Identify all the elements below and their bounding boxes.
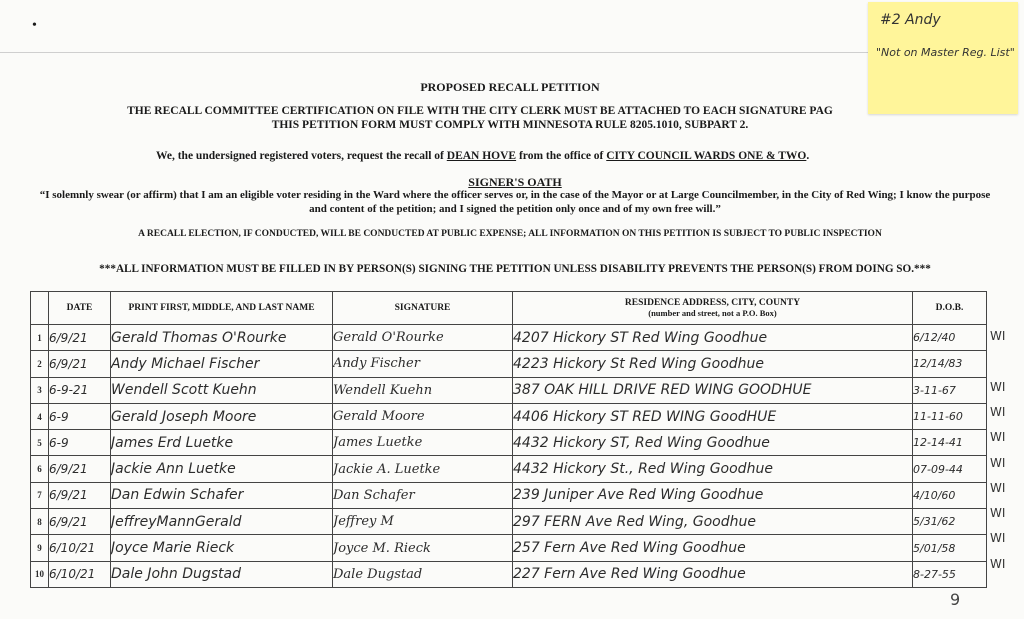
row-date: 6/9/21 (49, 456, 111, 482)
row-name: Dan Edwin Schafer (111, 482, 333, 508)
row-dob: 11-11-60 (913, 403, 987, 429)
row-signature: Jackie A. Luetke (333, 456, 513, 482)
rule-notice: THIS PETITION FORM MUST COMPLY WITH MINNESOTA RULE 8205.1010, SUBPART 2. (271, 119, 749, 131)
row-number: 7 (31, 482, 49, 508)
row-dob: 6/12/40 (913, 325, 987, 351)
row-name: Wendell Scott Kuehn (111, 377, 333, 403)
margin-mark: • (32, 18, 37, 33)
table-row (31, 325, 987, 351)
table-row (31, 509, 987, 535)
row-signature: Gerald Moore (333, 403, 513, 429)
row-date: 6/10/21 (49, 561, 111, 587)
office-name: CITY COUNCIL WARDS ONE & TWO (606, 150, 807, 162)
row-address: 4406 Hickory ST RED WING GoodHUE (513, 403, 913, 429)
row-address: 297 FERN Ave Red Wing, Goodhue (513, 509, 913, 535)
table-row (31, 430, 987, 456)
sticky-note-line1: #2 Andy (880, 12, 941, 28)
sticky-note (868, 2, 1018, 114)
table-row (31, 377, 987, 403)
row-address: 4432 Hickory ST, Red Wing Goodhue (513, 430, 913, 456)
row-date: 6/10/21 (49, 535, 111, 561)
row-dob: 5/31/62 (913, 509, 987, 535)
row-address: 4432 Hickory St., Red Wing Goodhue (513, 456, 913, 482)
row-name: Gerald Thomas O'Rourke (111, 325, 333, 351)
row-margin-mark: WI (990, 404, 1006, 419)
oath-heading: SIGNER'S OATH (468, 175, 562, 189)
signature-header: SIGNATURE (333, 292, 513, 325)
page-number: 9 (950, 590, 961, 609)
row-name: JeffreyMannGerald (111, 509, 333, 535)
row-signature: Dale Dugstad (333, 561, 513, 587)
row-signature: Dan Schafer (333, 482, 513, 508)
address-header-sub: (number and street, not a P.O. Box) (648, 308, 777, 318)
address-header-label: RESIDENCE ADDRESS, CITY, COUNTY (624, 298, 801, 308)
all-info-notice: ***ALL INFORMATION MUST BE FILLED IN BY PERSON(S) SIGNING THE PETITION UNLESS DISABILITY PREVENTS THE PERSON(S) FROM DOING SO.*** (99, 263, 931, 275)
row-address: 239 Juniper Ave Red Wing Goodhue (513, 482, 913, 508)
row-date: 6-9-21 (49, 377, 111, 403)
table-row (31, 482, 987, 508)
dob-header: D.O.B. (913, 292, 987, 325)
signature-table (30, 291, 987, 588)
row-margin-mark: WI (990, 506, 1006, 521)
row-number: 4 (31, 403, 49, 429)
row-margin-mark: WI (990, 455, 1006, 470)
row-number-header (31, 292, 49, 325)
table-header-row (31, 292, 987, 325)
row-dob: 4/10/60 (913, 482, 987, 508)
row-date: 6-9 (49, 430, 111, 456)
row-margin-mark: WI (990, 430, 1006, 445)
table-row (31, 351, 987, 377)
row-name: Joyce Marie Rieck (111, 535, 333, 561)
table-row (31, 561, 987, 587)
row-signature: Wendell Kuehn (333, 377, 513, 403)
row-number: 6 (31, 456, 49, 482)
sticky-note-line2: "Not on Master Reg. List" (876, 46, 1015, 59)
row-number: 5 (31, 430, 49, 456)
row-date: 6-9 (49, 403, 111, 429)
row-address: 257 Fern Ave Red Wing Goodhue (513, 535, 913, 561)
row-number: 10 (31, 561, 49, 587)
request-prefix: We, the undersigned registered voters, request the recall of (156, 150, 444, 162)
row-date: 6/9/21 (49, 325, 111, 351)
row-number: 2 (31, 351, 49, 377)
row-margin-mark: WI (990, 480, 1006, 495)
row-margin-mark: WI (990, 379, 1006, 394)
row-signature: Andy Fischer (333, 351, 513, 377)
row-date: 6/9/21 (49, 351, 111, 377)
row-address: 227 Fern Ave Red Wing Goodhue (513, 561, 913, 587)
row-name: Jackie Ann Luetke (111, 456, 333, 482)
row-margin-mark: WI (990, 556, 1006, 571)
row-dob: 3-11-67 (913, 377, 987, 403)
row-date: 6/9/21 (49, 509, 111, 535)
date-header: DATE (49, 292, 111, 325)
row-dob: 07-09-44 (913, 456, 987, 482)
certification-notice: THE RECALL COMMITTEE CERTIFICATION ON FILE WITH THE CITY CLERK MUST BE ATTACHED TO EACH SIGNATURE PAG (127, 105, 833, 117)
row-dob: 12/14/83 (913, 351, 987, 377)
oath-text: “I solemnly swear (or affirm) that I am an eligible voter residing in the Ward where the officer serves or, in the case of the Mayor or at Large Councilmember, in the City of Red Wing; I know the purpose and content of the petition; and I signed the petition only once and of my own free will.” (39, 189, 991, 215)
row-address: 4223 Hickory St Red Wing Goodhue (513, 351, 913, 377)
row-address: 387 OAK HILL DRIVE RED WING GOODHUE (513, 377, 913, 403)
row-signature: James Luetke (333, 430, 513, 456)
row-name: James Erd Luetke (111, 430, 333, 456)
row-signature: Jeffrey M (333, 509, 513, 535)
row-dob: 12-14-41 (913, 430, 987, 456)
row-name: Dale John Dugstad (111, 561, 333, 587)
row-number: 3 (31, 377, 49, 403)
recall-request (156, 150, 809, 162)
election-notice: A RECALL ELECTION, IF CONDUCTED, WILL BE CONDUCTED AT PUBLIC EXPENSE; ALL INFORMATION ON THIS PETITION IS SUBJECT TO PUBLIC INSPECTION (138, 229, 882, 239)
official-name: DEAN HOVE (446, 150, 517, 162)
row-signature: Joyce M. Rieck (333, 535, 513, 561)
row-name: Andy Michael Fischer (111, 351, 333, 377)
row-number: 9 (31, 535, 49, 561)
petition-title: PROPOSED RECALL PETITION (420, 80, 600, 94)
top-rule (0, 52, 880, 53)
table-row (31, 403, 987, 429)
address-header (513, 292, 913, 325)
name-header: PRINT FIRST, MIDDLE, AND LAST NAME (111, 292, 333, 325)
row-dob: 5/01/58 (913, 535, 987, 561)
row-date: 6/9/21 (49, 482, 111, 508)
request-middle: from the office of (518, 150, 604, 162)
row-address: 4207 Hickory ST Red Wing Goodhue (513, 325, 913, 351)
row-number: 1 (31, 325, 49, 351)
request-suffix: . (806, 150, 810, 162)
row-margin-mark: WI (990, 329, 1006, 343)
row-margin-mark: WI (990, 531, 1006, 546)
row-dob: 8-27-55 (913, 561, 987, 587)
row-signature: Gerald O'Rourke (333, 325, 513, 351)
table-row (31, 456, 987, 482)
table-row (31, 535, 987, 561)
row-number: 8 (31, 509, 49, 535)
row-name: Gerald Joseph Moore (111, 403, 333, 429)
